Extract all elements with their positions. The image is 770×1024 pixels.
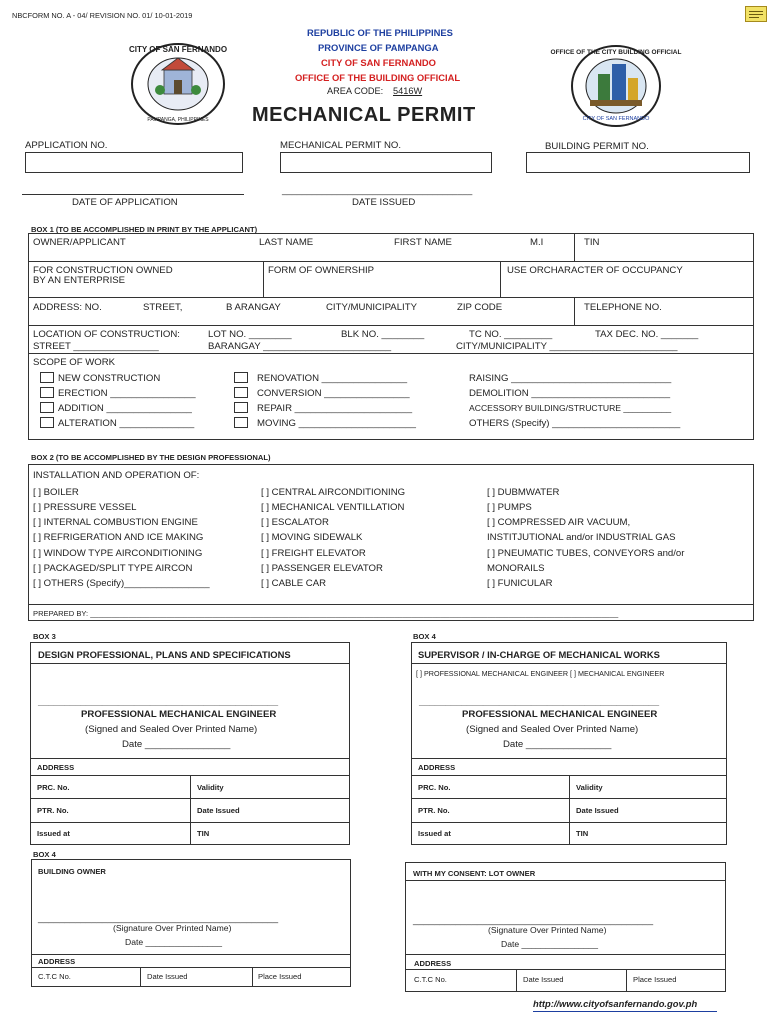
lot-owner-ctc[interactable]: C.T.C No.	[414, 975, 447, 984]
addition-checkbox[interactable]	[40, 402, 54, 413]
use-or-character-label: USE ORCHARACTER OF OCCUPANCY	[507, 265, 683, 276]
lot-owner-signed: (Signature Over Printed Name)	[488, 925, 607, 935]
scope-item[interactable]: ACCESSORY BUILDING/STRUCTURE __________	[469, 403, 672, 413]
first-name-label: FIRST NAME	[394, 237, 452, 248]
install-item: MONORAILS	[487, 563, 545, 574]
owner-signed: (Signature Over Printed Name)	[113, 923, 232, 933]
location-label: LOCATION OF CONSTRUCTION:	[33, 329, 180, 340]
box3-date[interactable]: Date ________________	[122, 739, 231, 750]
scope-item: REPAIR ______________________	[257, 403, 413, 414]
box4-right-ptr[interactable]: PTR. No.	[418, 806, 450, 815]
install-item[interactable]: [ ] COMPRESSED AIR VACUUM,	[487, 517, 631, 528]
box3-ptr[interactable]: PTR. No.	[37, 806, 69, 815]
for-construction-label-2: BY AN ENTERPRISE	[33, 275, 126, 286]
owner-signature-line[interactable]: _____________________________________________	[38, 913, 279, 924]
erection-checkbox[interactable]	[40, 387, 54, 398]
box3-address[interactable]: ADDRESS	[37, 763, 75, 772]
footer-url-underline	[533, 1011, 717, 1012]
box4-right-validity[interactable]: Validity	[576, 783, 603, 792]
install-item: INSTITJUTIONAL and/or INDUSTRIAL GAS	[487, 532, 676, 543]
install-item[interactable]: [ ] PASSENGER ELEVATOR	[261, 563, 383, 574]
install-item[interactable]: [ ] BOILER	[33, 487, 79, 498]
owner-address[interactable]: ADDRESS	[38, 957, 76, 966]
city-seal-logo	[130, 42, 226, 126]
box4-right-issued-at[interactable]: Issued at	[418, 829, 451, 838]
engineer-type-options[interactable]: [ ] PROFESSIONAL MECHANICAL ENGINEER [ ] MECHANICAL ENGINEER	[416, 669, 665, 678]
zip-code-label: ZIP CODE	[457, 302, 503, 313]
box4-right-date[interactable]: Date ________________	[503, 739, 612, 750]
header-office: OFFICE OF THE BUILDING OFFICIAL	[295, 72, 461, 83]
header-republic: REPUBLIC OF THE PHILIPPINES	[307, 27, 453, 38]
lot-owner-date-issued[interactable]: Date Issued	[523, 975, 564, 984]
alteration-checkbox[interactable]	[40, 417, 54, 428]
box3-label: BOX 3	[33, 632, 56, 641]
box4-right-tin[interactable]: TIN	[576, 829, 589, 838]
mechanical-permit-no-label: MECHANICAL PERMIT NO.	[280, 140, 402, 151]
note-icon[interactable]	[745, 6, 767, 22]
owner-place-issued[interactable]: Place Issued	[258, 972, 302, 981]
owner-applicant-label: OWNER/APPLICANT	[33, 237, 126, 248]
svg-text:OFFICE OF THE CITY BUILDING OF: OFFICE OF THE CITY BUILDING OFFICIAL	[550, 49, 682, 56]
svg-text:PAMPANGA, PHILIPPINES: PAMPANGA, PHILIPPINES	[147, 117, 209, 123]
lot-owner-address[interactable]: ADDRESS	[414, 959, 452, 968]
prepared-by[interactable]: PREPARED BY: _____________________________________________________________________________________________________________________________	[33, 609, 619, 618]
box4-owner-title: BUILDING OWNER	[38, 867, 106, 876]
svg-text:CITY OF SAN FERNANDO: CITY OF SAN FERNANDO	[582, 116, 650, 122]
new-construction-checkbox[interactable]	[40, 372, 54, 383]
tc-no[interactable]: TC NO. _________	[469, 329, 553, 340]
area-code-value: 5416W	[393, 86, 423, 96]
owner-ctc[interactable]: C.T.C No.	[38, 972, 71, 981]
application-no-label: APPLICATION NO.	[25, 140, 108, 151]
box3-issued-at[interactable]: Issued at	[37, 829, 70, 838]
svg-text:CITY OF SAN FERNANDO: CITY OF SAN FERNANDO	[128, 45, 228, 54]
box4-right-date-issued[interactable]: Date Issued	[576, 806, 619, 815]
installation-title: INSTALLATION AND OPERATION OF:	[33, 470, 200, 481]
scope-item[interactable]: OTHERS (Specify) ________________________	[469, 418, 681, 429]
scope-item[interactable]: RAISING ______________________________	[469, 373, 672, 384]
header-province: PROVINCE OF PAMPANGA	[318, 42, 439, 53]
blk-no[interactable]: BLK NO. ________	[341, 329, 425, 340]
install-item[interactable]: [ ] CENTRAL AIRCONDITIONING	[261, 487, 406, 498]
install-item[interactable]: [ ] CABLE CAR	[261, 578, 327, 589]
box3-date-issued[interactable]: Date Issued	[197, 806, 240, 815]
install-item[interactable]: [ ] PNEUMATIC TUBES, CONVEYORS and/or	[487, 548, 685, 559]
install-item[interactable]: [ ] FREIGHT ELEVATOR	[261, 548, 366, 559]
box3-validity[interactable]: Validity	[197, 783, 224, 792]
install-item[interactable]: [ ] REFRIGERATION AND ICE MAKING	[33, 532, 204, 543]
install-item[interactable]: [ ] MECHANICAL VENTILLATION	[261, 502, 405, 513]
box3-title: DESIGN PROFESSIONAL, PLANS AND SPECIFICATIONS	[38, 649, 291, 660]
install-item[interactable]: [ ] ESCALATOR	[261, 517, 329, 528]
street-label: STREET,	[143, 302, 183, 313]
scope-item[interactable]: DEMOLITION __________________________	[469, 388, 671, 399]
install-item[interactable]: [ ] OTHERS (Specify)________________	[33, 578, 210, 589]
install-item[interactable]: [ ] WINDOW TYPE AIRCONDITIONING	[33, 548, 203, 559]
lot-owner-title: WITH MY CONSENT: LOT OWNER	[413, 869, 536, 878]
scope-item: ERECTION ________________	[58, 388, 196, 399]
install-item[interactable]: [ ] MOVING SIDEWALK	[261, 532, 363, 543]
location-barangay[interactable]: BARANGAY ________________________	[208, 341, 392, 352]
install-item[interactable]: [ ] DUBMWATER	[487, 487, 560, 498]
mi-label: M.I	[530, 237, 544, 248]
box3-tin[interactable]: TIN	[197, 829, 210, 838]
box4-right-role: PROFESSIONAL MECHANICAL ENGINEER	[462, 709, 658, 720]
box4-owner-label: BOX 4	[33, 850, 56, 859]
building-permit-no-label: BUILDING PERMIT NO.	[545, 141, 649, 152]
box4-right-signed: (Signed and Sealed Over Printed Name)	[466, 724, 639, 735]
box1-heading: BOX 1 (TO BE ACCOMPLISHED IN PRINT BY THE APPLICANT)	[31, 225, 258, 234]
building-permit-no-field[interactable]	[526, 152, 750, 173]
owner-date[interactable]: Date ________________	[125, 937, 223, 947]
install-item[interactable]: [ ] PACKAGED/SPLIT TYPE AIRCON	[33, 563, 193, 574]
application-no-field[interactable]	[25, 152, 243, 173]
box3-signed: (Signed and Sealed Over Printed Name)	[85, 724, 258, 735]
box3-role: PROFESSIONAL MECHANICAL ENGINEER	[81, 709, 277, 720]
repair-checkbox[interactable]	[234, 402, 248, 413]
box3-signature-line[interactable]: _____________________________________________	[38, 697, 279, 708]
scope-item: ADDITION ________________	[58, 403, 192, 414]
barangay-label: B ARANGAY	[226, 302, 281, 313]
telephone-label: TELEPHONE NO.	[584, 302, 662, 313]
scope-item: MOVING ______________________	[257, 418, 416, 429]
install-item[interactable]: [ ] PRESSURE VESSEL	[33, 502, 137, 513]
box4-right-address[interactable]: ADDRESS	[418, 763, 456, 772]
footer-url[interactable]: http://www.cityofsanfernando.gov.ph	[533, 998, 698, 1009]
date-of-application-line[interactable]	[22, 194, 244, 195]
lot-owner-date[interactable]: Date ________________	[501, 939, 599, 949]
box2-heading: BOX 2 (TO BE ACCOMPLISHED BY THE DESIGN PROFESSIONAL)	[31, 453, 271, 462]
lot-owner-signature-line[interactable]: _____________________________________________	[413, 915, 654, 926]
scope-item: CONVERSION ________________	[257, 388, 410, 399]
scope-of-work-title: SCOPE OF WORK	[33, 357, 116, 368]
lot-owner-place-issued[interactable]: Place Issued	[633, 975, 677, 984]
date-of-application-label: DATE OF APPLICATION	[72, 197, 178, 208]
tin-label: TIN	[584, 237, 600, 248]
location-city[interactable]: CITY/MUNICIPALITY ________________________	[456, 341, 678, 352]
address-no-label: ADDRESS: NO.	[33, 302, 102, 313]
box4-right-title: SUPERVISOR / IN-CHARGE OF MECHANICAL WORKS	[418, 649, 660, 660]
page-title: MECHANICAL PERMIT	[252, 104, 476, 126]
install-item[interactable]: [ ] PUMPS	[487, 502, 532, 513]
install-item[interactable]: [ ] INTERNAL COMBUSTION ENGINE	[33, 517, 198, 528]
mechanical-permit-no-field[interactable]	[280, 152, 492, 173]
area-code-label: AREA CODE:	[327, 86, 384, 96]
last-name-label: LAST NAME	[259, 237, 314, 248]
date-issued-label: DATE ISSUED	[352, 197, 416, 208]
scope-item: ALTERATION ______________	[58, 418, 195, 429]
lot-no[interactable]: LOT NO. ________	[208, 329, 292, 340]
box4-right-signature-line[interactable]: _____________________________________________	[419, 697, 660, 708]
scope-item: RENOVATION ________________	[257, 373, 408, 384]
tax-dec-no[interactable]: TAX DEC. NO. _______	[595, 329, 699, 340]
city-municipality-label: CITY/MUNICIPALITY	[326, 302, 417, 313]
scope-item: NEW CONSTRUCTION	[58, 373, 161, 384]
box4-right-prc[interactable]: PRC. No.	[418, 783, 451, 792]
renovation-checkbox[interactable]	[234, 372, 248, 383]
date-issued-line[interactable]: ______________________________________	[282, 185, 473, 195]
box4-right-label: BOX 4	[413, 632, 436, 641]
box3-prc[interactable]: PRC. No.	[37, 783, 70, 792]
install-item[interactable]: [ ] FUNICULAR	[487, 578, 553, 589]
conversion-checkbox[interactable]	[234, 387, 248, 398]
for-construction-label: FOR CONSTRUCTION OWNED	[33, 265, 173, 276]
header-city: CITY OF SAN FERNANDO	[321, 57, 436, 68]
form-of-ownership-label: FORM OF OWNERSHIP	[268, 265, 375, 276]
owner-date-issued[interactable]: Date Issued	[147, 972, 188, 981]
form-reference: NBCFORM NO. A - 04/ REVISION NO. 01/ 10-01-2019	[12, 11, 193, 20]
building-official-seal-logo	[550, 44, 682, 128]
location-street[interactable]: STREET ________________	[33, 341, 159, 352]
moving-checkbox[interactable]	[234, 417, 248, 428]
